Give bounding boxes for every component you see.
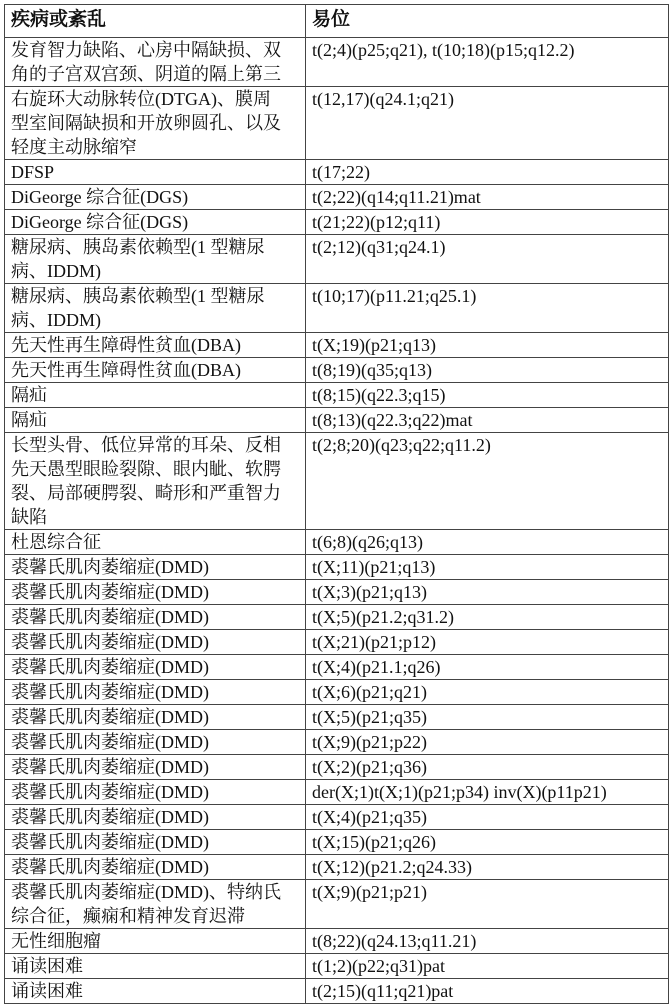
table-row xyxy=(5,210,669,235)
disease-text-line: 诵读困难 xyxy=(11,954,305,978)
disease-text-line: 裘馨氏肌肉萎缩症(DMD) xyxy=(11,855,305,879)
disease-cell xyxy=(5,555,306,580)
disease-text-line: 先天性再生障碍性贫血(DBA) xyxy=(11,333,305,357)
translocation-cell: t(2;22)(q14;q11.21)mat xyxy=(306,185,669,210)
table-row xyxy=(5,333,669,358)
disease-text-line: 裘馨氏肌肉萎缩症(DMD) xyxy=(11,555,305,579)
table-row xyxy=(5,358,669,383)
disease-text-line: 病、IDDM) xyxy=(11,308,305,332)
table-row xyxy=(5,880,669,929)
disease-cell xyxy=(5,383,306,408)
disease-text-line: 裘馨氏肌肉萎缩症(DMD)、特纳氏 xyxy=(11,880,305,904)
table-row xyxy=(5,580,669,605)
translocation-cell: t(X;5)(p21.2;q31.2) xyxy=(306,605,669,630)
disease-text-line: 裘馨氏肌肉萎缩症(DMD) xyxy=(11,780,305,804)
disease-text-line: 病、IDDM) xyxy=(11,259,305,283)
translocation-cell: t(6;8)(q26;q13) xyxy=(306,530,669,555)
disease-text-line: 杜恩综合征 xyxy=(11,530,305,554)
table-row xyxy=(5,680,669,705)
disease-text-line: 裘馨氏肌肉萎缩症(DMD) xyxy=(11,830,305,854)
translocation-cell: t(X;3)(p21;q13) xyxy=(306,580,669,605)
translocation-cell: t(X;4)(p21.1;q26) xyxy=(306,655,669,680)
table-row xyxy=(5,38,669,87)
disease-cell xyxy=(5,880,306,929)
disease-text-line: 裘馨氏肌肉萎缩症(DMD) xyxy=(11,730,305,754)
disease-text-line: 先天愚型眼睑裂隙、眼内眦、软腭 xyxy=(11,457,305,481)
table-row xyxy=(5,555,669,580)
disease-text-line: 裘馨氏肌肉萎缩症(DMD) xyxy=(11,655,305,679)
disease-text-line: 裘馨氏肌肉萎缩症(DMD) xyxy=(11,805,305,829)
table-row xyxy=(5,160,669,185)
table-row xyxy=(5,730,669,755)
disease-text-line: 裘馨氏肌肉萎缩症(DMD) xyxy=(11,755,305,779)
disease-cell xyxy=(5,210,306,235)
translocation-cell: t(8;13)(q22.3;q22)mat xyxy=(306,408,669,433)
translocation-cell: t(2;4)(p25;q21), t(10;18)(p15;q12.2) xyxy=(306,38,669,87)
disease-text-line: 右旋环大动脉转位(DTGA)、膜周 xyxy=(11,87,305,111)
disease-cell xyxy=(5,630,306,655)
translocation-cell: t(2;12)(q31;q24.1) xyxy=(306,235,669,284)
translocation-cell: t(X;12)(p21.2;q24.33) xyxy=(306,855,669,880)
translocation-cell: t(10;17)(p11.21;q25.1) xyxy=(306,284,669,333)
translocation-cell: t(12,17)(q24.1;q21) xyxy=(306,87,669,160)
disease-text-line: 综合征，癫痫和精神发育迟滞 xyxy=(11,904,305,928)
translocation-cell: t(2;8;20)(q23;q22;q11.2) xyxy=(306,433,669,530)
table-row xyxy=(5,755,669,780)
table-row xyxy=(5,929,669,954)
table-row xyxy=(5,284,669,333)
disease-cell xyxy=(5,705,306,730)
translocation-cell: t(X;21)(p21;p12) xyxy=(306,630,669,655)
header-translocation: 易位 xyxy=(306,5,669,38)
translocation-cell: t(X;6)(p21;q21) xyxy=(306,680,669,705)
disease-cell xyxy=(5,605,306,630)
disease-text-line: 诵读困难 xyxy=(11,979,305,1003)
disease-text-line: 隔疝 xyxy=(11,383,305,407)
disease-text-line: 长型头骨、低位异常的耳朵、反相 xyxy=(11,433,305,457)
disease-cell xyxy=(5,954,306,979)
disease-text-line: 糖尿病、胰岛素依赖型(1 型糖尿 xyxy=(11,235,305,259)
disease-text-line: DiGeorge 综合征(DGS) xyxy=(11,185,305,209)
disease-text-line: 缺陷 xyxy=(11,505,305,529)
table-row xyxy=(5,185,669,210)
disease-text-line: DiGeorge 综合征(DGS) xyxy=(11,210,305,234)
disease-text-line: 糖尿病、胰岛素依赖型(1 型糖尿 xyxy=(11,284,305,308)
disease-text-line: 裘馨氏肌肉萎缩症(DMD) xyxy=(11,705,305,729)
disease-cell xyxy=(5,433,306,530)
translocation-cell: t(X;2)(p21;q36) xyxy=(306,755,669,780)
disease-cell xyxy=(5,929,306,954)
header-disease: 疾病或紊乱 xyxy=(5,5,306,38)
disease-text-line: 先天性再生障碍性贫血(DBA) xyxy=(11,358,305,382)
table-row xyxy=(5,530,669,555)
translocation-cell: der(X;1)t(X;1)(p21;p34) inv(X)(p11p21) xyxy=(306,780,669,805)
translocation-cell: t(X;11)(p21;q13) xyxy=(306,555,669,580)
table-row xyxy=(5,433,669,530)
translocation-cell: t(X;19)(p21;q13) xyxy=(306,333,669,358)
disease-cell xyxy=(5,855,306,880)
disease-text-line: 隔疝 xyxy=(11,408,305,432)
translocation-cell: t(X;9)(p21;p22) xyxy=(306,730,669,755)
disease-text-line: 裘馨氏肌肉萎缩症(DMD) xyxy=(11,605,305,629)
table-row xyxy=(5,705,669,730)
table-row xyxy=(5,830,669,855)
table-header-row xyxy=(5,5,669,38)
disease-text-line: 无性细胞瘤 xyxy=(11,929,305,953)
disease-cell xyxy=(5,530,306,555)
translocation-cell: t(8;22)(q24.13;q11.21) xyxy=(306,929,669,954)
disease-text-line: 裘馨氏肌肉萎缩症(DMD) xyxy=(11,680,305,704)
translocation-cell: t(X;9)(p21;p21) xyxy=(306,880,669,929)
table-row xyxy=(5,630,669,655)
disease-cell xyxy=(5,780,306,805)
table-row xyxy=(5,235,669,284)
disease-cell xyxy=(5,805,306,830)
disease-cell xyxy=(5,38,306,87)
disease-cell xyxy=(5,333,306,358)
translocation-cell: t(17;22) xyxy=(306,160,669,185)
translocation-cell: t(8;15)(q22.3;q15) xyxy=(306,383,669,408)
translocation-cell: t(21;22)(p12;q11) xyxy=(306,210,669,235)
translocation-table xyxy=(4,4,669,1004)
disease-cell xyxy=(5,358,306,383)
disease-cell xyxy=(5,284,306,333)
translocation-cell: t(8;19)(q35;q13) xyxy=(306,358,669,383)
table-row xyxy=(5,605,669,630)
disease-text-line: 发育智力缺陷、心房中隔缺损、双 xyxy=(11,38,305,62)
disease-text-line: 型室间隔缺损和开放卵圆孔、以及 xyxy=(11,111,305,135)
disease-text-line: 裘馨氏肌肉萎缩症(DMD) xyxy=(11,630,305,654)
table-row xyxy=(5,855,669,880)
disease-cell xyxy=(5,730,306,755)
disease-cell xyxy=(5,580,306,605)
disease-cell xyxy=(5,680,306,705)
table-row xyxy=(5,383,669,408)
disease-cell xyxy=(5,160,306,185)
translocation-cell: t(X;4)(p21;q35) xyxy=(306,805,669,830)
disease-cell xyxy=(5,87,306,160)
translocation-cell: t(1;2)(p22;q31)pat xyxy=(306,954,669,979)
translocation-cell: t(2;15)(q11;q21)pat xyxy=(306,979,669,1004)
translocation-cell: t(X;5)(p21;q35) xyxy=(306,705,669,730)
table-row xyxy=(5,87,669,160)
table-row xyxy=(5,954,669,979)
disease-cell xyxy=(5,830,306,855)
table-row xyxy=(5,655,669,680)
disease-text-line: DFSP xyxy=(11,160,305,184)
disease-text-line: 裂、局部硬腭裂、畸形和严重智力 xyxy=(11,481,305,505)
disease-text-line: 裘馨氏肌肉萎缩症(DMD) xyxy=(11,580,305,604)
table-row xyxy=(5,805,669,830)
disease-text-line: 角的子宫双宫颈、阴道的隔上第三 xyxy=(11,62,305,86)
disease-cell xyxy=(5,655,306,680)
table-row xyxy=(5,780,669,805)
translocation-cell: t(X;15)(p21;q26) xyxy=(306,830,669,855)
disease-cell xyxy=(5,408,306,433)
disease-cell xyxy=(5,755,306,780)
disease-cell xyxy=(5,185,306,210)
disease-text-line: 轻度主动脉缩窄 xyxy=(11,135,305,159)
disease-cell xyxy=(5,235,306,284)
table-row xyxy=(5,408,669,433)
